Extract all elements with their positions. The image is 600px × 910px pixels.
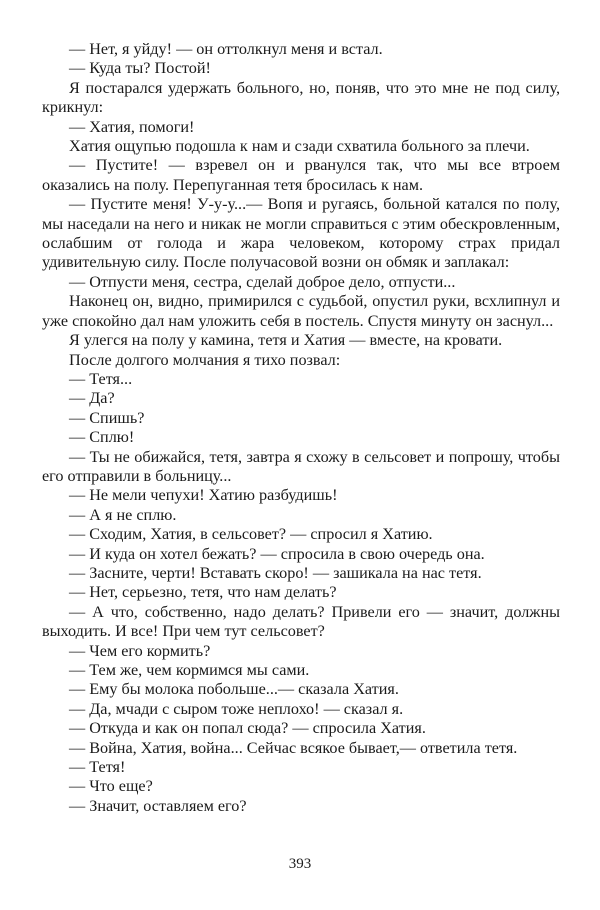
paragraph: — Значит, оставляем его?: [69, 796, 247, 815]
paragraph: — Пустите! — взревел он и рванулся так, что мы все втроем оказались на полу. Перепуганная тетя бросилась к нам.: [42, 156, 560, 194]
paragraph: — Да, мчади с сыром тоже неплохо! — сказал я.: [69, 699, 404, 718]
paragraph: — Тем же, чем кормимся мы сами.: [69, 661, 310, 679]
paragraph: — Сплю!: [69, 428, 135, 447]
paragraph: — Пустите меня! У-у-у...— Вопя и ругаясь, больной катался по полу, мы наседали на него и никак не могли справиться с этим обескровленным, ослабшим от голода и жара человеком, которому страх придал удивительную силу. После получасовой возни он обмяк и заплакал:: [42, 195, 560, 272]
paragraph: — Что еще?: [69, 777, 153, 796]
paragraph: — Отпусти меня, сестра, сделай доброе дело, отпусти...: [69, 272, 456, 291]
paragraph: — Ты не обижайся, тетя, завтра я схожу в сельсовет и попрошу, чтобы его отправили в больницу...: [42, 447, 560, 485]
paragraph: — Сходим, Хатия, в сельсовет? — спросил я Хатию.: [69, 525, 433, 544]
paragraph: — Спишь?: [69, 408, 145, 427]
paragraph: После долгого молчания я тихо позвал:: [69, 350, 341, 369]
paragraph: — Да?: [69, 389, 115, 408]
paragraph: — Ему бы молока побольше...— сказала Хатия.: [69, 680, 399, 699]
paragraph: — Откуда и как он попал сюда? — спросила Хатия.: [69, 719, 426, 738]
paragraph: — Тетя...: [69, 369, 133, 388]
paragraph: — Не мели чепухи! Хатию разбудишь!: [69, 486, 338, 505]
paragraph: — Засните, черти! Вставать скоро! — зашикала на нас тетя.: [69, 563, 482, 582]
paragraph: — Война, Хатия, война... Сейчас всякое бывает,— ответила тетя.: [69, 738, 518, 757]
page-number: 393: [288, 856, 312, 872]
paragraph: Хатия ощупью подошла к нам и сзади схватила больного за плечи.: [69, 137, 530, 156]
paragraph: — И куда он хотел бежать? — спросила в свою очередь она.: [69, 544, 485, 563]
paragraph: Я улегся на полу у камина, тетя и Хатия — вместе, на кровати.: [69, 331, 503, 350]
paragraph: Я постарался удержать больного, но, поняв, что это мне не под силу, крикнул:: [42, 78, 560, 117]
paragraph: — Нет, серьезно, тетя, что нам делать?: [69, 583, 337, 602]
body-text: [42, 40, 560, 816]
paragraph: — Тетя!: [69, 758, 126, 777]
paragraph: — Чем его кормить?: [69, 641, 211, 660]
paragraph: — Нет, я уйду! — он оттолкнул меня и встал.: [69, 40, 383, 58]
paragraph: — Куда ты? Постой!: [69, 59, 211, 78]
paragraph: — А что, собственно, надо делать? Привели его — значит, должны выходить. И все! При чем тут сельсовет?: [42, 602, 560, 641]
paragraph: — Хатия, помоги!: [69, 117, 195, 136]
paragraph: Наконец он, видно, примирился с судьбой, опустил руки, всхлипнул и уже спокойно дал нам уложить себя в постель. Спустя минуту он заснул...: [42, 292, 560, 330]
paragraph: — А я не сплю.: [69, 505, 177, 524]
